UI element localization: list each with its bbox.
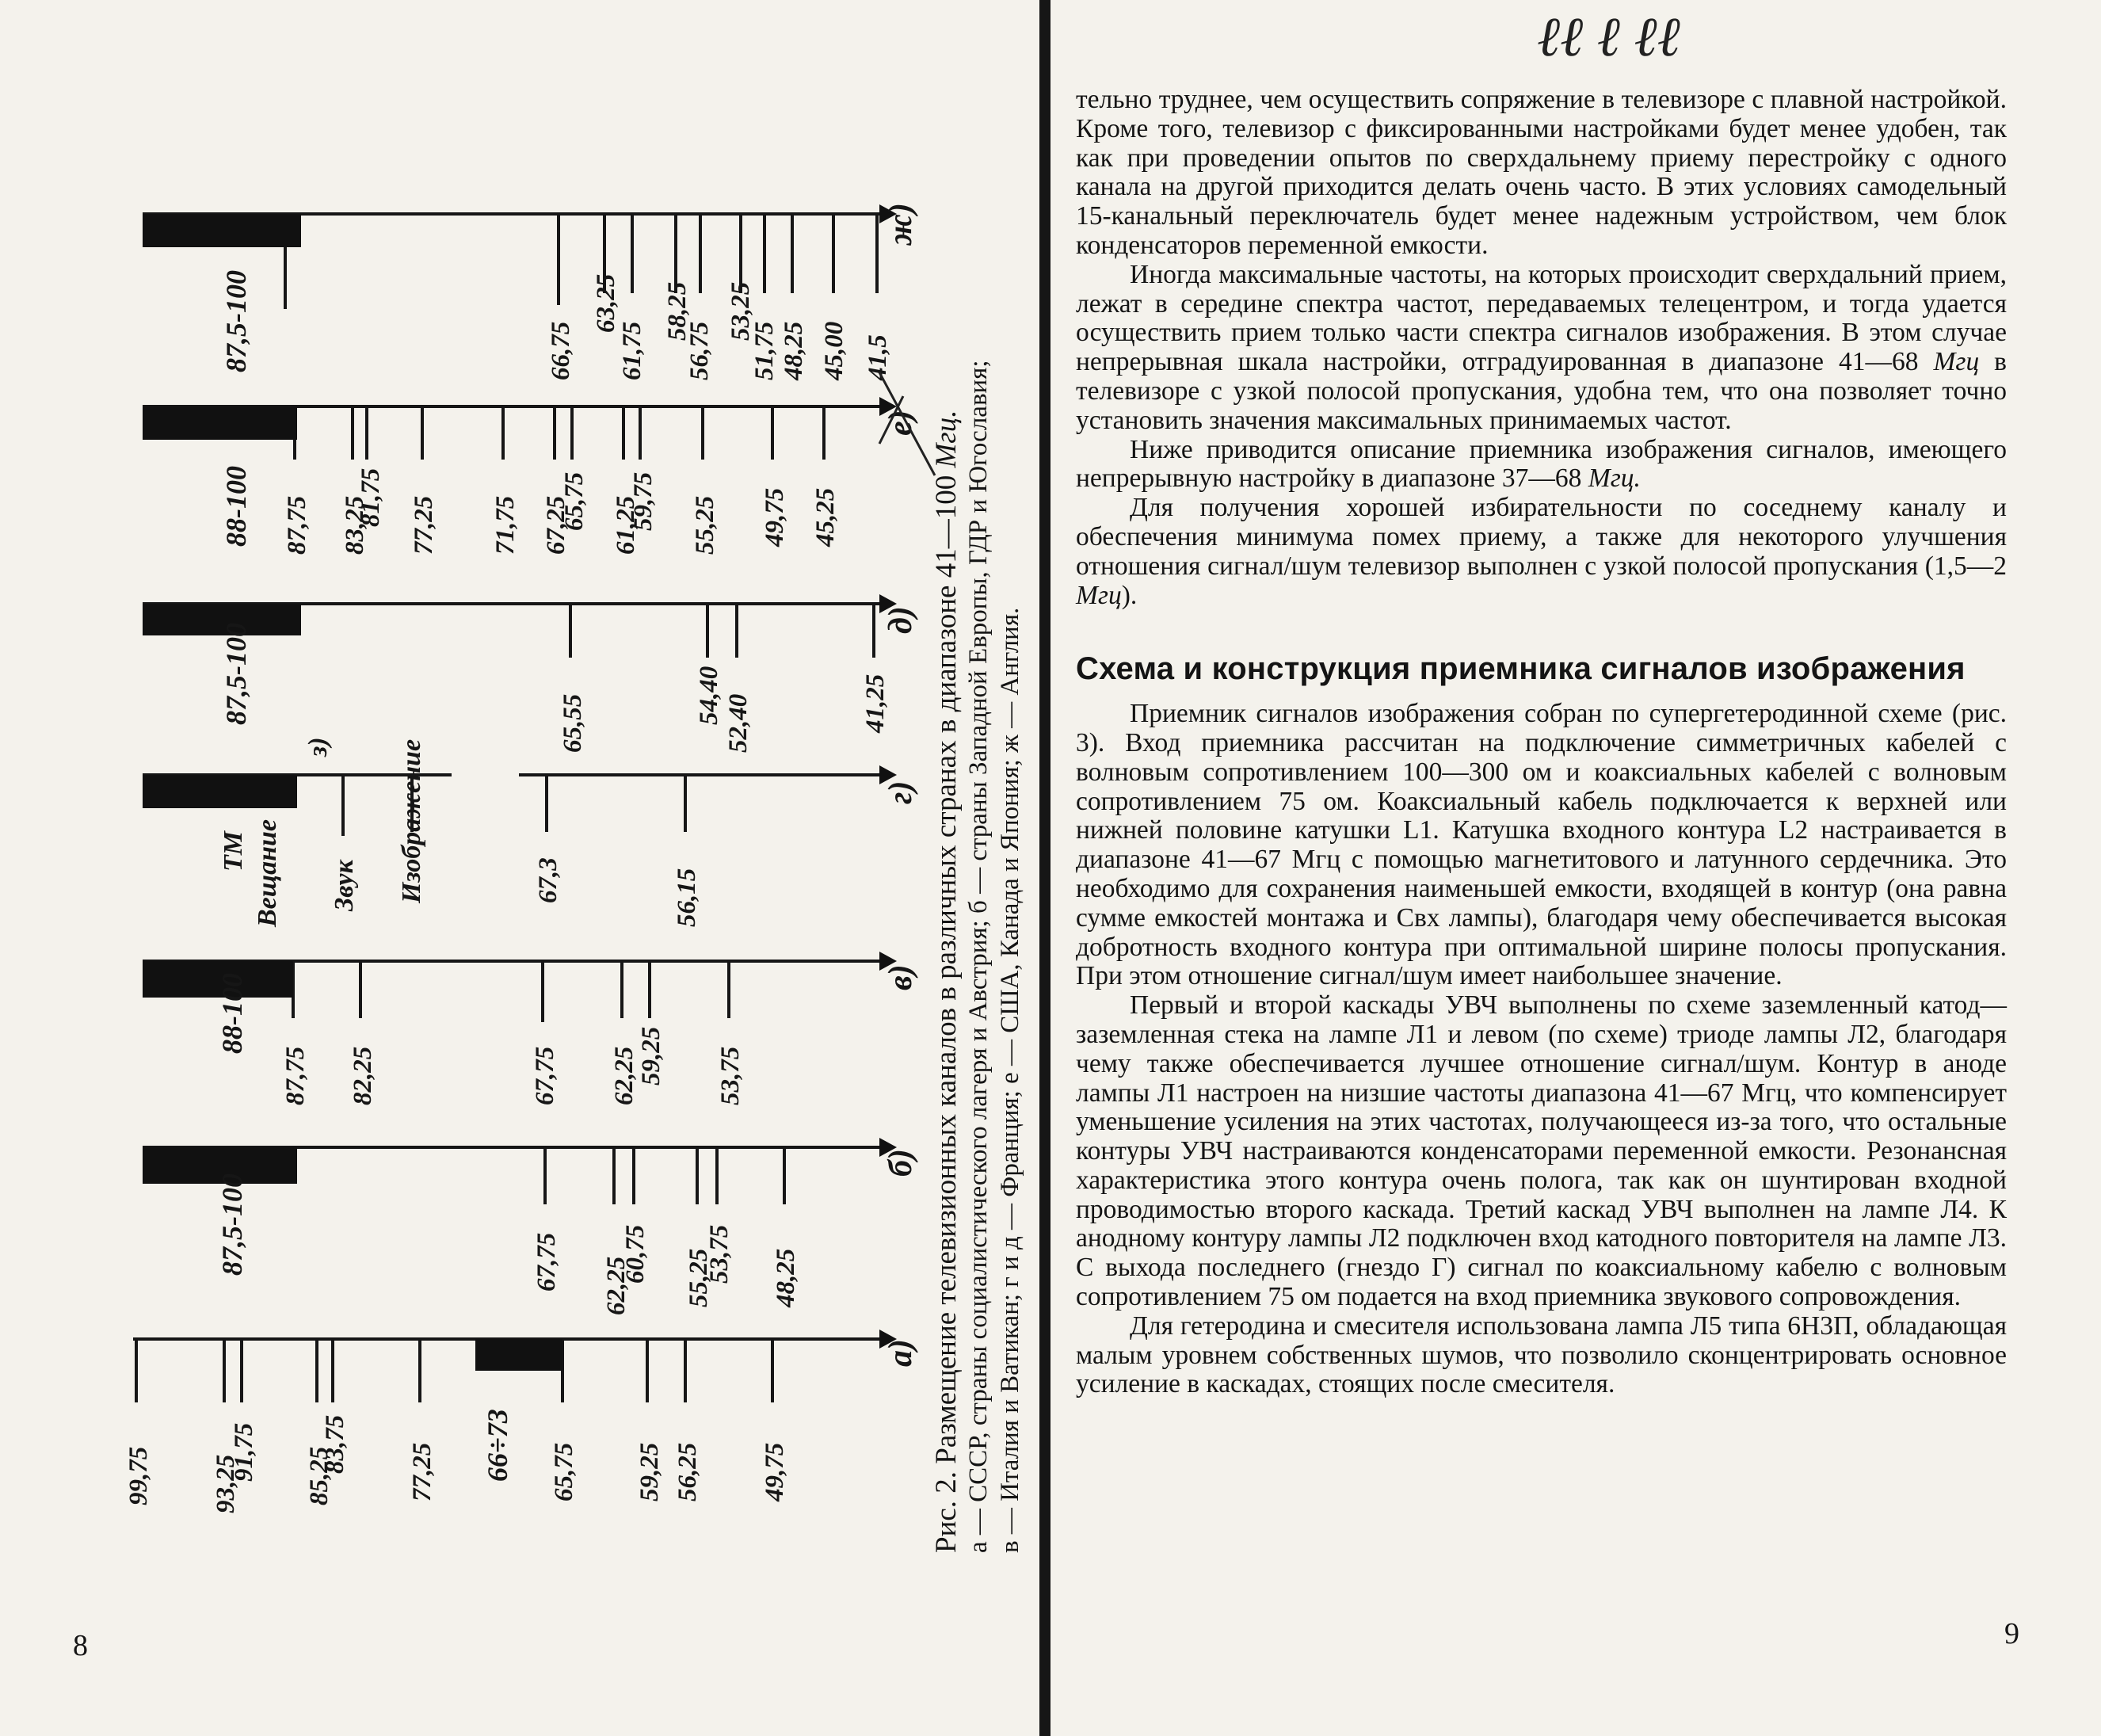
band-label-izobr: Изображение <box>397 738 426 903</box>
freq-label: 55,25 <box>691 495 719 555</box>
block-label-b: 87,5-100 <box>216 1173 248 1276</box>
freq-label: 52,40 <box>724 693 753 753</box>
figure-caption <box>931 158 1026 1553</box>
freq-label: 67,3 <box>534 857 562 903</box>
paragraph-5: Приемник сигналов изображения собран по супергетеродинной схеме (рис. 3). Вход приемника рассчитан на подключение симметричных кабелей с волновым сопротивлением 100—300 ом и коаксиальных кабелей с волновым сопротивлением 75 ом. Коаксиальный кабель подключается к верхней или нижней половине катушки L1. Катушка входного контура L2 настраивается в диапазоне 41—67 Мгц с помощью магнетитового и латунного сердечника. Это необходимо для сохранения наименьшей емкости, входящей в контур (она равна сумме емкостей монтажа и Cвх лампы), благодаря чему обеспечивается высокая добротность входного контура при оптимальной ширине полосы пропускания. При этом отношение сигнал/шум имеет наибольшее значение. <box>1076 699 2007 991</box>
freq-label: 67,75 <box>531 1046 559 1105</box>
freq-label: 53,75 <box>716 1046 745 1105</box>
scale-letter-g: г) <box>883 780 919 804</box>
scale-letter-a: а) <box>883 1339 919 1367</box>
book-spine <box>1039 0 1050 1736</box>
scale-letter-v: в) <box>883 964 919 990</box>
freq-label: 56,15 <box>673 868 701 927</box>
freq-label: 62,25 <box>602 1256 631 1315</box>
freq-label: 62,25 <box>610 1046 639 1105</box>
freq-label: 83,75 <box>321 1414 349 1474</box>
right-page-text <box>1076 86 2007 1399</box>
freq-label: 49,75 <box>761 1442 789 1501</box>
paragraph-3: Ниже приводится описание приемника изображения сигналов, имеющего непрерывную настройку в диапазоне 37—68 Мгц. <box>1076 434 2007 494</box>
paragraph-4: Для получения хорошей избирательности по соседнему каналу и обеспечения минимума помех приему, а также для некоторого улучшения отношения сигнал/шум телевизор выполнен с узкой полосой пропускания (1,5—2 Мгц). <box>1076 493 2007 610</box>
freq-label: 53,75 <box>705 1224 734 1284</box>
freq-label: 41,5 <box>864 334 892 380</box>
freq-label: 71,75 <box>491 495 520 555</box>
caption-unit: Мгц. <box>930 410 963 468</box>
block-label-d: 87,5-100 <box>220 623 252 725</box>
freq-label: 99,75 <box>124 1446 153 1505</box>
freq-label: 83,25 <box>341 495 369 555</box>
freq-label: 77,25 <box>408 1442 437 1501</box>
page-number-right: 9 <box>2004 1617 2019 1650</box>
freq-label: 53,25 <box>726 281 755 341</box>
freq-label: 55,25 <box>684 1248 713 1307</box>
scale-letter-zh: ж) <box>883 203 919 246</box>
freq-label: 49,75 <box>761 487 789 547</box>
caption-legend-2: в — Италия и Ватикан; г и д — Франция; е — США, Канада и Япония; ж — Англия. <box>996 607 1024 1553</box>
freq-label: 87,75 <box>283 495 311 555</box>
freq-label: 41,25 <box>861 673 890 733</box>
paragraph-6: Первый и второй каскады УВЧ выполнены по схеме заземленный катод—заземленная стека на лампе Л1 и левом (по схеме) триоде лампы Л2, благодаря чему также обеспечивается лучшее отношение сигнал/шум. Контур в аноде лампы Л1 настроен на низшие частоты диапазона 41—67 Мгц, что компенсирует уменьшение усиления на этих частотах, получающееся из-за того, что остальные контуры УВЧ настраиваются конденсаторами переменной емкости. Резонансная характеристика этого контура очень полога, так как он шунтирован входной проводимостью второго каскада. Третий каскад УВЧ выполнен на лампе Л4. К анодному контуру лампы Л2 подключен вход катодного повторителя на лампе Л3. С выхода последнего (гнездо Г) сигнал по коаксиальному кабелю с волновым сопротивлением 75 ом подается на вход приемника звукового сопровождения. <box>1076 990 2007 1312</box>
block-label-v: 88-100 <box>216 973 248 1054</box>
freq-label: 77,25 <box>410 495 438 555</box>
freq-label: 61,25 <box>612 495 640 555</box>
paragraph-2: Иногда максимальные частоты, на которых происходит сверхдальний прием, лежат в середине спектра частот, передаваемых телецентром, и тогда удается осуществить прием только части спектра сигналов изображения. В этом случае непрерывная шкала настройки, отградуированная в диапазоне 41—68 Мгц в телевизоре с узкой полосой пропускания, удобна тем, что она позволяет точно установить значения максимальных принимаемых частот. <box>1076 259 2007 435</box>
freq-label: 45,00 <box>820 321 848 380</box>
paragraph-1: тельно труднее, чем осуществить сопряжение в телевизоре с плавной настройкой. Кроме того, телевизор с фиксированными настройками будет менее удобен, так как при проведении опытов по сверхдальнему приему перестройку с одного канала на другой приходится делать очень часто. В этих условиях самодельный 15-канальный переключатель будет менее надежным устройством, чем блок конденсаторов переменной емкости. <box>1076 85 2007 260</box>
freq-label: 59,25 <box>635 1442 664 1501</box>
section-heading: Схема и конструкция приемника сигналов изображения <box>1076 651 1966 687</box>
block-label-a: 66÷73 <box>482 1409 513 1482</box>
freq-label: 63,25 <box>592 273 620 333</box>
paragraph-7: Для гетеродина и смесителя использована лампа Л5 типа 6Н3П, обладающая малым уровнем собственных шумов, что позволило сконцентрировать основное усиление в каскадах, стоящих после смесителя. <box>1076 1311 2007 1399</box>
freq-label: 85,25 <box>305 1446 334 1505</box>
scale-letter-d: д) <box>883 606 919 634</box>
freq-label: 48,25 <box>772 1248 800 1307</box>
freq-label: 58,25 <box>663 281 692 341</box>
freq-label: 45,25 <box>811 487 840 547</box>
freq-label: 65,75 <box>550 1442 578 1501</box>
freq-label: 56,25 <box>673 1442 702 1501</box>
freq-label: 65,55 <box>559 693 587 753</box>
block-label-zh: 87,5-100 <box>220 270 252 372</box>
band-label-tm: ТМ <box>219 831 248 872</box>
channel-allocation-diagram <box>0 0 1038 1736</box>
handwritten-scribble: ℓℓ ℓ ℓℓ <box>1537 7 1680 68</box>
freq-label: 93,25 <box>212 1454 240 1513</box>
freq-label: 67,25 <box>542 495 570 555</box>
freq-label: 60,75 <box>621 1224 650 1284</box>
freq-label: 91,75 <box>230 1422 258 1482</box>
freq-label: 61,75 <box>618 321 646 380</box>
freq-label: 65,75 <box>560 471 589 531</box>
freq-label: 81,75 <box>357 467 385 527</box>
stray-label: з) <box>303 737 333 757</box>
caption-title: Рис. 2. Размещение телевизионных каналов в различных странах в диапазоне 41—100 <box>930 467 963 1553</box>
scale-letter-b: б) <box>883 1149 919 1177</box>
freq-label: 48,25 <box>780 321 808 380</box>
freq-label: 66,75 <box>547 321 575 380</box>
band-label-vesh: Вещание <box>253 819 282 927</box>
page-number-left: 8 <box>73 1629 88 1662</box>
caption-legend-1: а — СССР, страны социалистического лагеря и Австрия; б — страны Западной Европы, ГДР и Югославия; <box>964 360 993 1553</box>
freq-label: 51,75 <box>750 321 779 380</box>
freq-label: 54,40 <box>695 666 723 725</box>
freq-label: 59,75 <box>629 471 658 531</box>
band-label-zvuk: Звук <box>330 860 359 911</box>
freq-label: 59,25 <box>637 1026 665 1085</box>
scale-letter-e: е) <box>883 410 919 436</box>
freq-label: 56,75 <box>685 321 714 380</box>
freq-label: 87,75 <box>281 1046 310 1105</box>
freq-label: 82,25 <box>349 1046 377 1105</box>
block-label-e: 88-100 <box>220 466 252 547</box>
freq-label: 67,75 <box>532 1232 561 1292</box>
